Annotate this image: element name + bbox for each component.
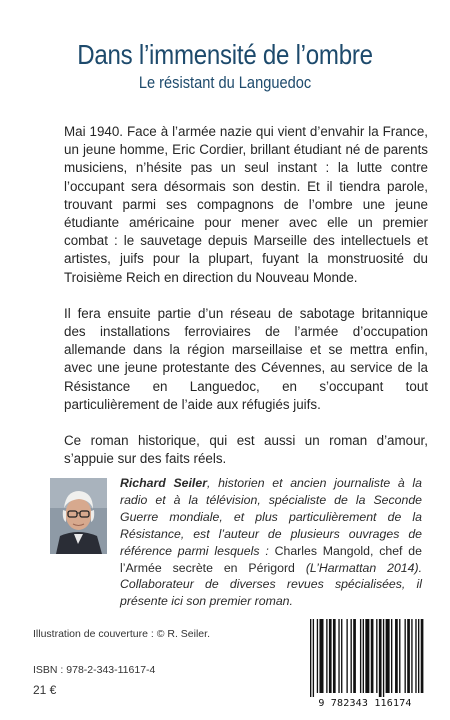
- blurb-paragraph-2: Il fera ensuite partie d’un réseau de sabotage britannique des installations ferroviaires de l’armée d’occupation allemande dans la région marseillaise et se mettra enfin, avec une jeune protestante des Cévennes, au service de la Résistance en Languedoc, en s’occupant tout particulièrement de l’aide aux réfugiés juifs.: [64, 305, 428, 412]
- barcode-bar: [379, 619, 382, 697]
- barcode-bar: [411, 619, 412, 693]
- barcode-bar: [310, 619, 311, 697]
- isbn: ISBN : 978-2-343-11617-4: [33, 664, 156, 676]
- barcode-bar: [395, 619, 398, 693]
- author-book-publisher: (L’Harmattan 2014): [305, 560, 419, 575]
- author-book-reference: Charles Mangold, chef de l’Armée secrète en Périgord: [120, 543, 422, 575]
- barcode-bar: [421, 619, 424, 693]
- barcode-bar: [360, 619, 361, 693]
- author-photo: [50, 478, 107, 554]
- blurb-paragraph-3: Ce roman historique, qui est aussi un roman d’amour, s’appuie sur des faits réels.: [64, 433, 428, 467]
- barcode-bar: [341, 619, 342, 693]
- barcode: [302, 617, 428, 704]
- barcode-bar: [391, 619, 392, 693]
- barcode-bar: [407, 619, 410, 693]
- blurb: [64, 123, 428, 486]
- barcode-bar: [317, 619, 318, 693]
- book-subtitle: Le résistant du Languedoc: [138, 73, 312, 92]
- barcode-bar: [329, 619, 332, 693]
- author-name: Richard Seiler: [120, 476, 207, 490]
- book-title: Dans l’immensité de l’ombre: [77, 39, 373, 70]
- barcode-bar: [371, 619, 374, 693]
- blurb-paragraph-1: Mai 1940. Face à l’armée nazie qui vient d’envahir la France, un jeune homme, Eric Cordier, brillant étudiant né de parents musiciens, n’hésite pas un seul instant : la lutte contre l’occupant sera désormais son destin. Et il tiendra parole, trouvant parmi ses compagnons de l’ombre une jeune étudiante américaine pour mener avec elle un premier combat : le sauvetage depuis Marseille des intellectuels et artistes, juifs pour la plupart, fuyant la monstruosité du Troisième Reich en direction du Nouveau Monde.: [64, 124, 428, 285]
- barcode-bar: [365, 619, 369, 693]
- author-portrait-image: [50, 478, 107, 554]
- barcode-bar: [399, 619, 400, 693]
- barcode-bar: [353, 619, 356, 693]
- barcode-bar: [338, 619, 339, 693]
- barcode-bar: [376, 619, 377, 693]
- barcode-bar: [326, 619, 327, 693]
- author-bio: [120, 475, 422, 610]
- barcode-bar: [383, 619, 384, 697]
- barcode-bar: [415, 619, 416, 693]
- barcode-bar: [386, 619, 390, 693]
- barcode-digits: 9 782343 116174: [318, 698, 412, 709]
- barcode-bar: [363, 619, 364, 693]
- cover-credit: Illustration de couverture : © R. Seiler.: [33, 628, 210, 640]
- price: 21 €: [33, 683, 57, 697]
- barcode-bar: [405, 619, 406, 693]
- barcode-bar: [418, 619, 419, 693]
- barcode-bar: [319, 619, 323, 693]
- author-bio-closing: . Collaborateur de diverses revues spécialisées, il présente ici son premier roman.: [120, 560, 423, 609]
- barcode-bars: [302, 617, 428, 697]
- barcode-bar: [346, 619, 347, 693]
- barcode-bar: [333, 619, 336, 693]
- barcode-bar: [313, 619, 314, 697]
- barcode-bar: [351, 619, 352, 693]
- author-bio-text: , historien et ancien journaliste à la radio et à la télévision, spécialiste de la Seconde Guerre mondiale, et plus particulièrement de la Résistance, est l’auteur de plusieurs ouvrages de référence parmi lesquels :: [120, 476, 422, 558]
